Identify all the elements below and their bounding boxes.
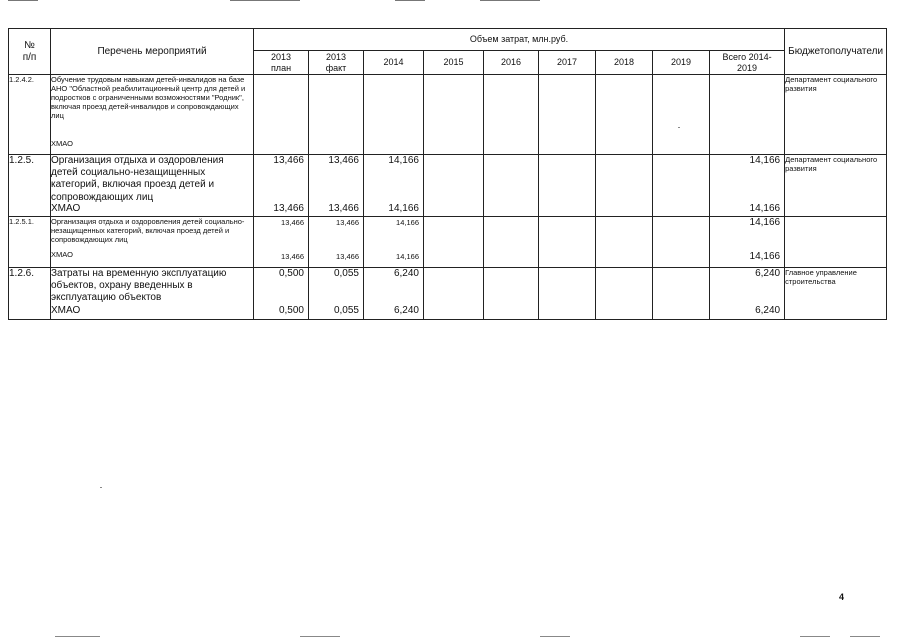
measure-name: Организация отдыха и оздоровления детей социально-незащищенных категорий, включая проезд детей и сопровождающих лиц ХМАО [51,217,254,268]
region-value-2013-plan: 0,500 [278,305,304,316]
year-header: 2013 факт [309,51,364,75]
value-2013-plan: 13,466 [273,155,304,166]
value-2013-fact: 0,055 [333,268,359,279]
region-label: ХМАО [51,203,81,214]
year-header: 2018 [596,51,653,75]
region-value-2013-fact: 13,466 [336,252,359,261]
value-2013-plan: 13,466 [281,218,304,227]
value-2013-fact: 13,466 [336,218,359,227]
value-2013-plan: 0,500 [278,268,304,279]
value-2014: 14,166 [388,155,419,166]
table-row [9,217,887,268]
recipient: Главное управление строительства [785,268,887,320]
region-value-2013-fact: 0,055 [333,305,359,316]
year-header: 2014 [364,51,424,75]
region-value-2014: 14,166 [388,203,419,214]
region-label: ХМАО [51,250,73,259]
year-header: 2015 [424,51,484,75]
value-2014: 14,166 [396,218,419,227]
table-row [9,268,887,320]
value-total: 14,166 [749,155,781,166]
region-value-total: 14,166 [749,203,781,214]
row-number: 1.2.4.2. [9,75,51,155]
region-value-2014: 14,166 [396,252,419,261]
col-cost-header: Объем затрат, млн.руб. [254,29,785,51]
measure-name: Затраты на временную эксплуатацию объектов, охрану введенных в эксплуатацию объектов ХМАО [51,268,254,320]
value-total: 14,166 [749,217,781,228]
recipient: Департамент социального развития [785,75,887,155]
budget-table [8,28,887,320]
region-value-2013-plan: 13,466 [281,252,304,261]
table-row [9,75,887,155]
col-name-header: Перечень мероприятий [51,29,254,75]
region-label: ХМАО [51,305,81,316]
col-num-header: № п/п [9,29,51,75]
value-2013-fact: 13,466 [328,155,359,166]
region-value-total: 14,166 [749,251,781,262]
region-label: ХМАО [51,139,73,148]
table-row [9,155,887,217]
region-value-total: 6,240 [755,305,781,316]
year-header: Всего 2014- 2019 [710,51,785,75]
measure-name: Обучение трудовым навыкам детей-инвалидов на базе АНО "Областной реабилитационный центр для детей и подростков с ограниченными возможностями "Родник", включая проезд детей-инвалидов и сопровождающих лиц ХМАО [51,75,254,155]
region-value-2014: 6,240 [393,305,419,316]
year-header: 2016 [484,51,539,75]
page-number: 4 [839,592,845,602]
value-2014: 6,240 [393,268,419,279]
year-header: 2019 [653,51,710,75]
recipient: Департамент социального развития [785,155,887,217]
measure-name: Организация отдыха и оздоровления детей социально-незащищенных категорий, включая проезд детей и сопровождающих лиц ХМАО [51,155,254,217]
region-value-2013-fact: 13,466 [328,203,359,214]
year-header: 2013 план [254,51,309,75]
row-number: 1.2.5. [9,155,51,217]
value-total: 6,240 [755,268,781,279]
year-header: 2017 [539,51,596,75]
row-number: 1.2.5.1. [9,217,51,268]
region-value-2013-plan: 13,466 [273,203,304,214]
row-number: 1.2.6. [9,268,51,320]
col-recipients-header: Бюджетополучатели [785,29,887,75]
